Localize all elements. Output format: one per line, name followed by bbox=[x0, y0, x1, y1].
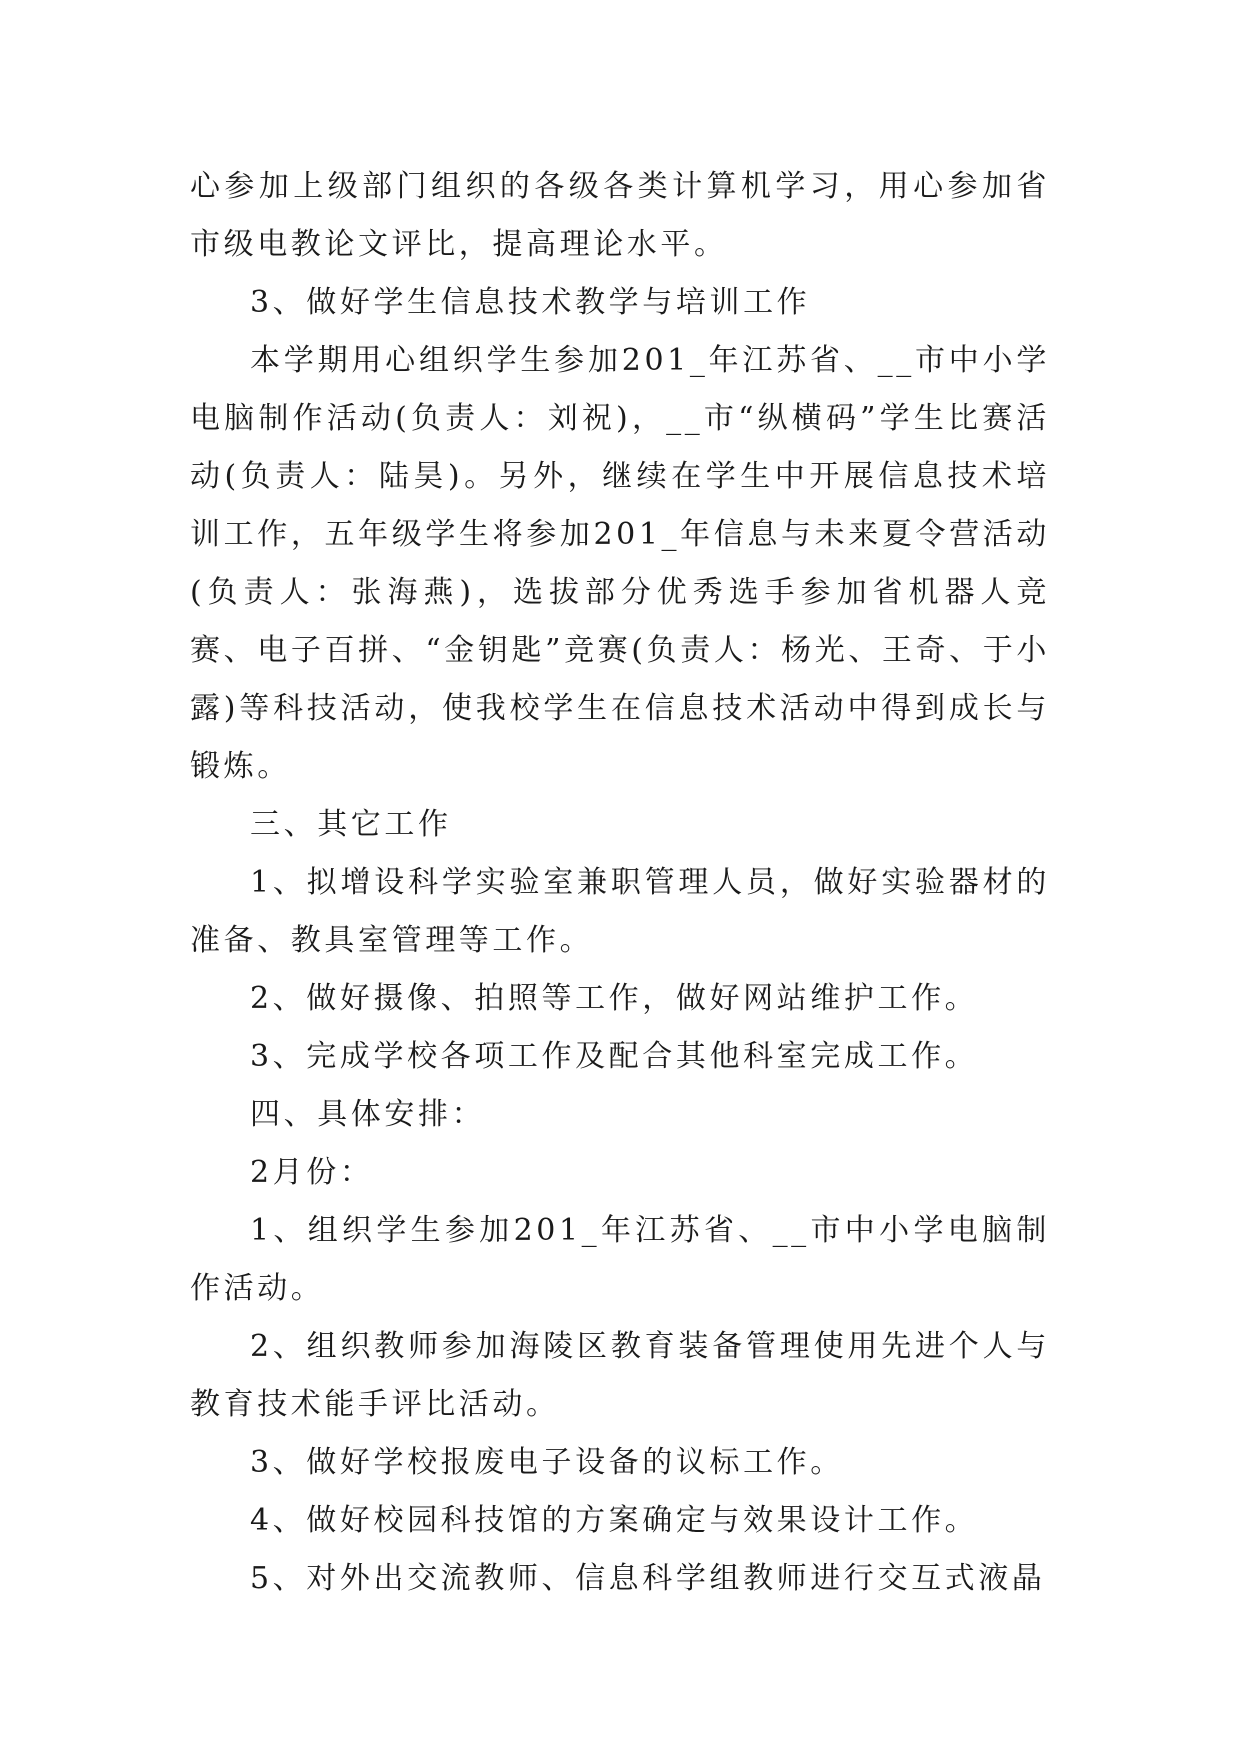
month-heading: 2月份： bbox=[250, 1155, 374, 1190]
list-item: 5、对外出交流教师、信息科学组教师进行交互式液晶 bbox=[250, 1561, 1046, 1596]
section-heading: 3、做好学生信息技术教学与培训工作 bbox=[250, 285, 811, 320]
list-item: 2、做好摄像、拍照等工作，做好网站维护工作。 bbox=[250, 981, 979, 1016]
section-heading: 四、具体安排： bbox=[250, 1097, 486, 1132]
list-item: 4、做好校园科技馆的方案确定与效果设计工作。 bbox=[250, 1503, 979, 1538]
document-body bbox=[190, 158, 1050, 1608]
paragraph: 心参加上级部门组织的各级各类计算机学习，用心参加省市级电教论文评比，提高理论水平。 bbox=[190, 169, 1050, 262]
list-item: 1、组织学生参加201_年江苏省、__市中小学电脑制作活动。 bbox=[190, 1213, 1050, 1306]
paragraph: 本学期用心组织学生参加201_年江苏省、__市中小学电脑制作活动(负责人：刘祝)，__市“纵横码”学生比赛活动(负责人：陆昊)。另外，继续在学生中开展信息技术培训工作，五年级学生将参加201_年信息与未来夏令营活动(负责人：张海燕)，选拔部分优秀选手参加省机器人竞赛、电子百拼、“金钥匙”竞赛(负责人：杨光、王奇、于小露)等科技活动，使我校学生在信息技术活动中得到成长与锻炼。 bbox=[190, 343, 1050, 784]
list-item: 1、拟增设科学实验室兼职管理人员，做好实验器材的准备、教具室管理等工作。 bbox=[190, 865, 1050, 958]
list-item: 3、完成学校各项工作及配合其他科室完成工作。 bbox=[250, 1039, 979, 1074]
section-heading: 三、其它工作 bbox=[250, 807, 452, 842]
list-item: 3、做好学校报废电子设备的议标工作。 bbox=[250, 1445, 844, 1480]
list-item: 2、组织教师参加海陵区教育装备管理使用先进个人与教育技术能手评比活动。 bbox=[190, 1329, 1050, 1422]
